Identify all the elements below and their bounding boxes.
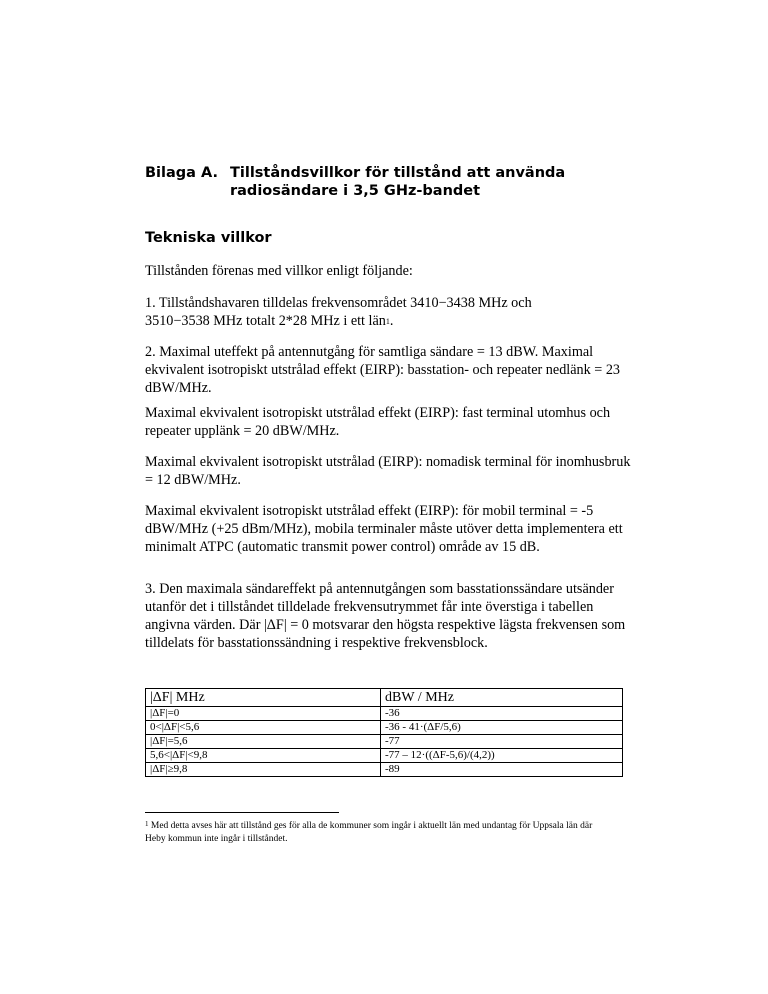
appendix-title-line-1: Tillståndsvillkor för tillstånd att använda <box>230 165 566 181</box>
table-cell-dbw: -36 - 41·(ΔF/5,6) <box>381 721 623 735</box>
paragraph-1-line-1: 1. Tillståndshavaren tilldelas frekvensområdet 3410−3438 MHz och <box>145 295 532 311</box>
table-row <box>146 721 623 735</box>
paragraph-5: Maximal ekvivalent isotropiskt utstrålad effekt (EIRP): för mobil terminal = -5 dBW/MHz (+25 dBm/MHz), mobila terminaler måste utöver detta implementera ett minimalt ATPC (automatic transmit power control) område av 15 dB. <box>145 503 623 555</box>
table-cell-dbw: -77 – 12·((ΔF-5,6)/(4,2)) <box>381 749 623 763</box>
paragraph-4: Maximal ekvivalent isotropiskt utstrålad (EIRP): nomadisk terminal för inomhusbruk = 12 dBW/MHz. <box>145 454 631 488</box>
table-cell-delta-f: 5,6<|ΔF|<9,8 <box>146 749 381 763</box>
section-heading: Tekniska villkor <box>145 230 272 246</box>
intro-paragraph: Tillstånden förenas med villkor enligt följande: <box>145 263 413 279</box>
paragraph-1 <box>145 294 635 331</box>
column-header-dbw: dBW / MHz <box>381 689 623 707</box>
table-cell-delta-f: |ΔF|=0 <box>146 707 381 721</box>
footnote-marker: 1 <box>145 820 149 828</box>
table-cell-dbw: -89 <box>381 763 623 777</box>
table-row <box>146 735 623 749</box>
table-row <box>146 763 623 777</box>
paragraph-1-end: . <box>389 313 394 329</box>
footnote <box>145 818 615 846</box>
table-cell-delta-f: 0<|ΔF|<5,6 <box>146 721 381 735</box>
table-row <box>146 707 623 721</box>
table-cell-delta-f: |ΔF|=5,6 <box>146 735 381 749</box>
footnote-separator <box>145 812 339 813</box>
emission-limits-table <box>145 688 623 777</box>
table-cell-dbw: -77 <box>381 735 623 749</box>
paragraph-1-line-2: 3510−3538 MHz totalt 2*28 MHz i ett län <box>145 313 386 329</box>
footnote-text: Med detta avses här att tillstånd ges för alla de kommuner som ingår i aktuellt län med undantag för Uppsala län där Heby kommun inte ingår i tillståndet. <box>145 821 593 844</box>
appendix-label: Bilaga A. <box>145 165 218 181</box>
footnote-reference: 1 <box>385 317 390 326</box>
table-cell-dbw: -36 <box>381 707 623 721</box>
table-cell-delta-f: |ΔF|≥9,8 <box>146 763 381 777</box>
paragraph-3: Maximal ekvivalent isotropiskt utstrålad effekt (EIRP): fast terminal utomhus och repeater upplänk = 20 dBW/MHz. <box>145 405 611 439</box>
table-header-row <box>146 689 623 707</box>
appendix-title-line-2: radiosändare i 3,5 GHz-bandet <box>230 183 481 199</box>
appendix-heading <box>145 164 650 200</box>
table-row <box>146 749 623 763</box>
paragraph-2: 2. Maximal uteffekt på antennutgång för samtliga sändare = 13 dBW. Maximal ekvivalent isotropiskt utstrålad effekt (EIRP): basstation- och repeater nedlänk = 23 dBW/MHz. <box>145 344 621 396</box>
column-header-delta-f: |ΔF| MHz <box>146 689 381 707</box>
paragraph-6: 3. Den maximala sändareffekt på antennutgången som basstationssändare utsänder utanför det i tillståndet tilldelade frekvensutrymmet får inte överstiga i tabellen angivna värden. Där |ΔF| = 0 motsvarar den högsta respektive lägsta frekvensen som tilldelats för basstationssändning i respektive frekvensblock. <box>145 581 626 651</box>
